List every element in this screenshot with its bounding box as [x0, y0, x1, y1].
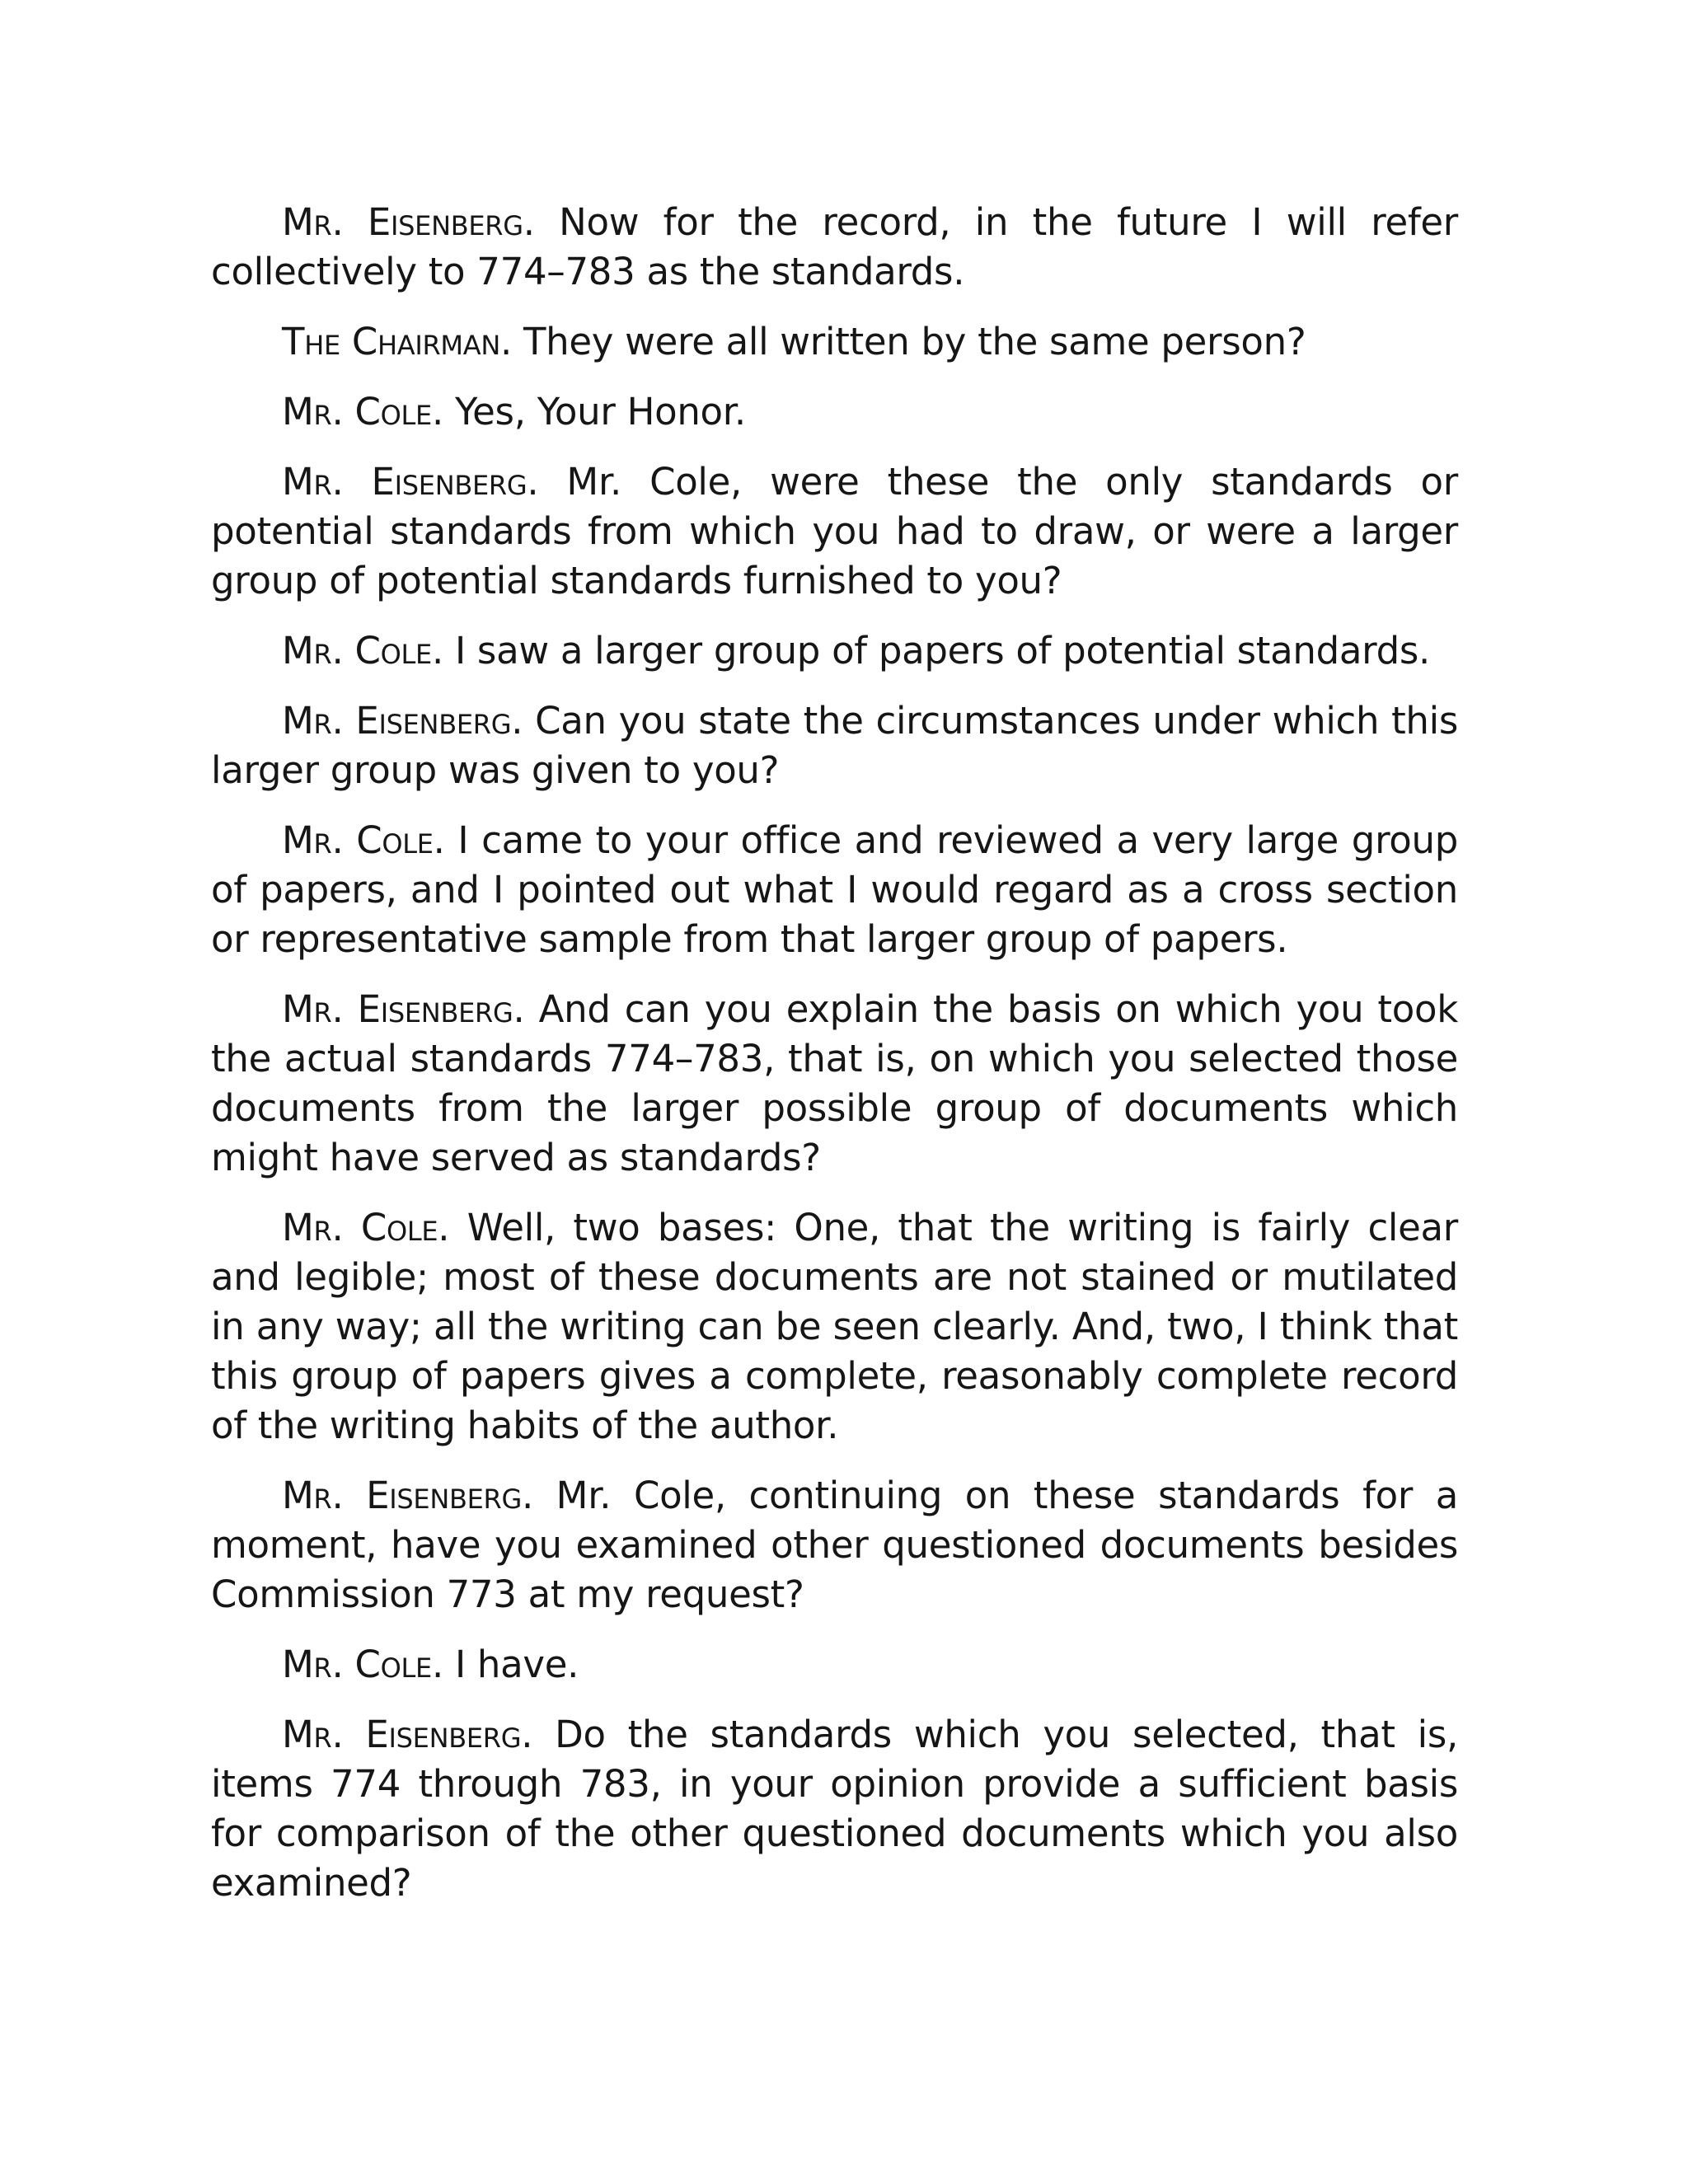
- statement-text: Can you state the circumstances under which this larger group was given to you?: [211, 699, 1458, 792]
- statement-text: I came to your office and reviewed a very large group of papers, and I pointed out what I would regard as a cross section or representative sample from that larger group of papers.: [211, 818, 1458, 961]
- transcript-paragraph: Mr. Cole. I saw a larger group of papers of potential standards.: [282, 629, 1430, 673]
- speaker-name: Mr. Eisenberg: [282, 987, 513, 1031]
- speaker-name: Mr. Cole: [282, 1643, 432, 1686]
- transcript-paragraph: Mr. Cole. Yes, Your Honor.: [282, 390, 746, 434]
- transcript-paragraph: Mr. Eisenberg. Mr. Cole, were these the only standards or potential standards from which you had to draw, or were a larger group of potential standards furnished to you?: [211, 460, 1458, 602]
- transcript-page: [211, 198, 1458, 1929]
- transcript-paragraph: Mr. Eisenberg. Mr. Cole, continuing on these standards for a moment, have you examined other questioned documents besides Commission 773 at my request?: [211, 1474, 1459, 1616]
- transcript-paragraph: Mr. Cole. I have.: [282, 1643, 579, 1686]
- speaker-name: Mr. Eisenberg: [282, 699, 512, 743]
- speaker-name: The Chairman: [282, 320, 500, 363]
- transcript-paragraph: The Chairman. They were all written by the same person?: [282, 320, 1306, 363]
- statement-text: Well, two bases: One, that the writing is fairly clear and legible; most of these documents are not stained or mutilated in any way; all the writing can be seen clearly. And, two, I think that this group of papers gives a complete, reasonably complete record of the writing habits of the author.: [211, 1206, 1458, 1447]
- statement-text: I have.: [454, 1643, 579, 1686]
- statement-text: Mr. Cole, continuing on these standards for a moment, have you examined other questioned documents besides Commission 773 at my request?: [211, 1474, 1459, 1616]
- speaker-name: Mr. Cole: [282, 818, 434, 862]
- statement-text: And can you explain the basis on which you took the actual standards 774–783, that is, on which you selected those documents from the larger possible group of documents which might have served as standards?: [211, 987, 1459, 1179]
- statement-text: They were all written by the same person?: [523, 320, 1306, 363]
- speaker-name: Mr. Cole: [282, 1206, 438, 1249]
- statement-text: Now for the record, in the future I will refer collectively to 774–783 as the standards.: [211, 200, 1458, 293]
- transcript-paragraph: Mr. Cole. Well, two bases: One, that the writing is fairly clear and legible; most of these documents are not stained or mutilated in any way; all the writing can be seen clearly. And, two, I think that this group of papers gives a complete, reasonably complete record of the writing habits of the author.: [211, 1206, 1458, 1447]
- statement-text: I saw a larger group of papers of potential standards.: [454, 629, 1430, 673]
- speaker-name: Mr. Eisenberg: [282, 1713, 522, 1756]
- speaker-name: Mr. Eisenberg: [282, 460, 528, 504]
- speaker-name: Mr. Eisenberg: [282, 200, 523, 244]
- transcript-paragraph: Mr. Cole. I came to your office and reviewed a very large group of papers, and I pointed out what I would regard as a cross section or representative sample from that larger group of papers.: [211, 818, 1458, 961]
- transcript-paragraph: Mr. Eisenberg. Now for the record, in the future I will refer collectively to 774–783 as the standards.: [211, 200, 1458, 293]
- speaker-name: Mr. Cole: [282, 390, 432, 434]
- transcript-paragraph: Mr. Eisenberg. Do the standards which you selected, that is, items 774 through 783, in your opinion provide a sufficient basis for comparison of the other questioned documents which you also examined?: [211, 1713, 1458, 1905]
- transcript-paragraph: Mr. Eisenberg. Can you state the circumstances under which this larger group was given to you?: [211, 699, 1458, 792]
- statement-text: Mr. Cole, were these the only standards or potential standards from which you had to draw, or were a larger group of potential standards furnished to you?: [211, 460, 1458, 602]
- statement-text: Yes, Your Honor.: [454, 390, 746, 434]
- transcript-paragraph: Mr. Eisenberg. And can you explain the basis on which you took the actual standards 774–783, that is, on which you selected those documents from the larger possible group of documents which might have served as standards?: [211, 987, 1459, 1179]
- speaker-name: Mr. Cole: [282, 629, 432, 673]
- statement-text: Do the standards which you selected, that is, items 774 through 783, in your opinion provide a sufficient basis for comparison of the other questioned documents which you also examined?: [211, 1713, 1458, 1905]
- speaker-name: Mr. Eisenberg: [282, 1474, 522, 1517]
